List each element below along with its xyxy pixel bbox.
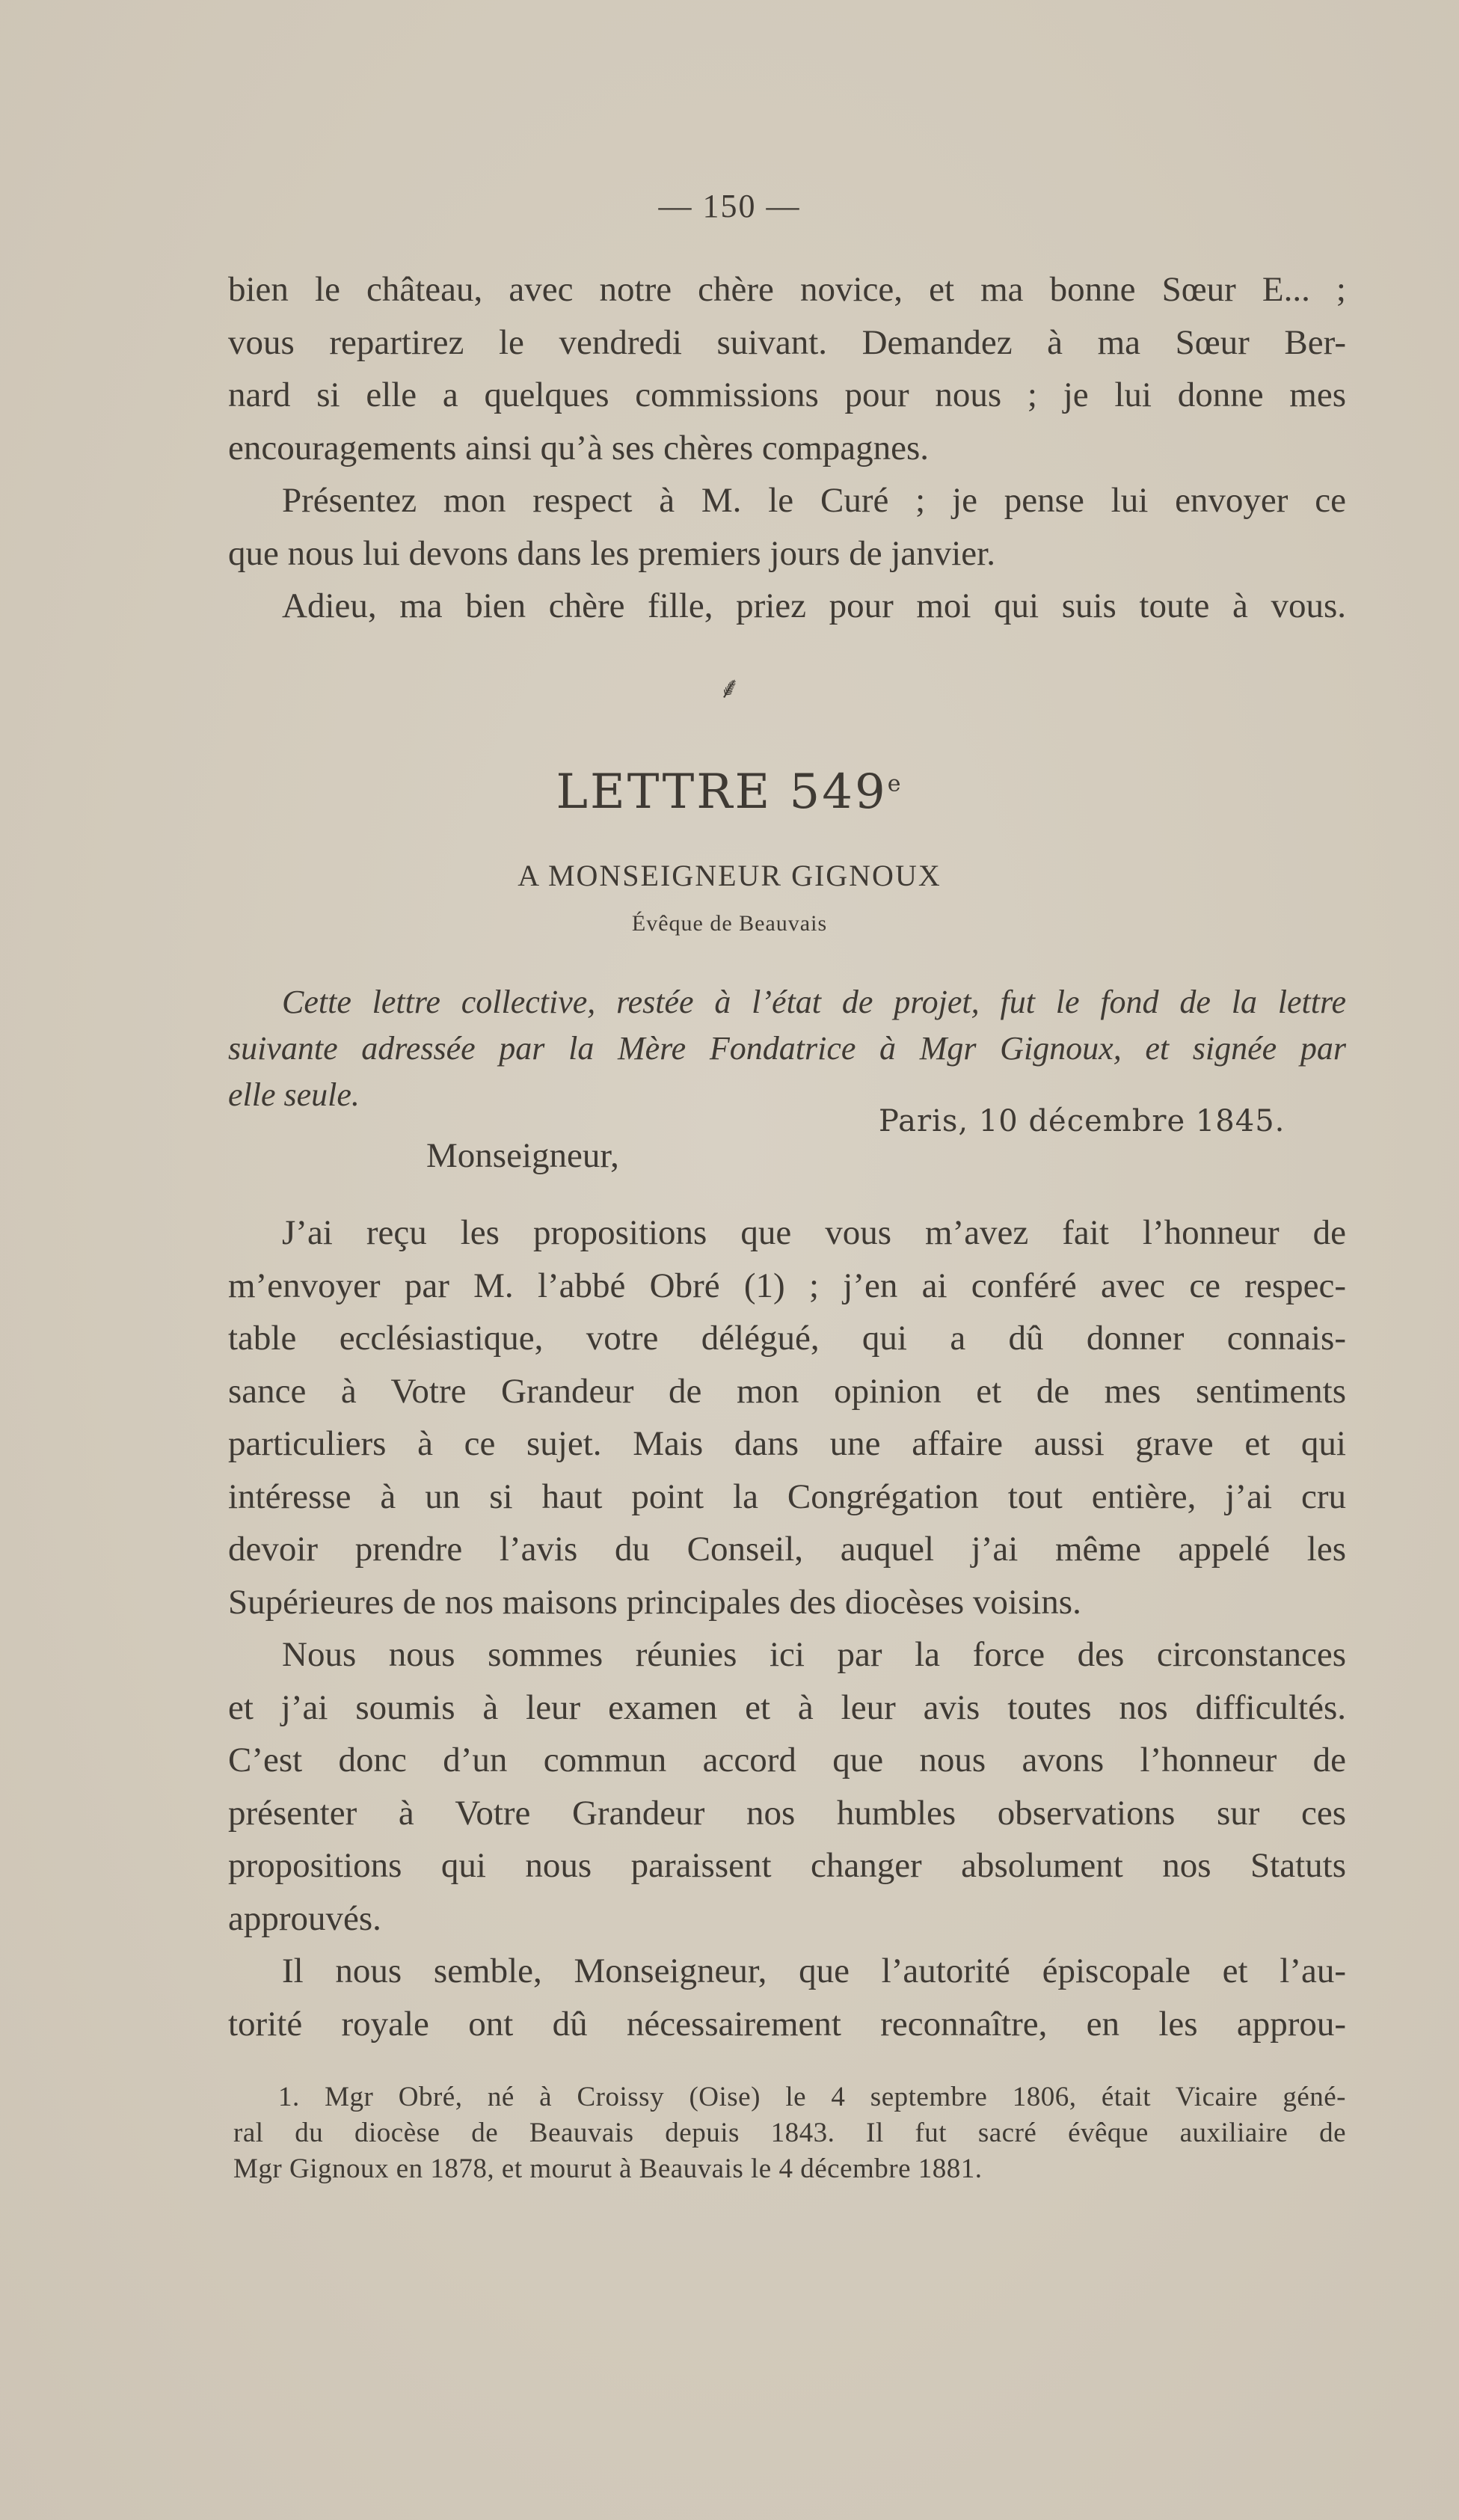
- paragraph: [228, 474, 1346, 580]
- letter-title: [0, 764, 1459, 820]
- text-line: Adieu, ma bien chère fille, priez pour moi qui suis toute à vous.: [282, 586, 1346, 625]
- letter-addressee: A MONSEIGNEUR GIGNOUX: [517, 859, 942, 892]
- text-line: nard si elle a quelques commissions pour nous ; je lui donne mes: [228, 375, 1346, 414]
- addressee-title: Évêque de Beauvais: [631, 911, 828, 936]
- paragraph: [228, 1628, 1346, 1945]
- text-line: devoir prendre l’avis du Conseil, auquel j’ai même appelé les: [228, 1530, 1346, 1569]
- text-line: vous repartirez le vendredi suivant. Demandez à ma Sœur Ber-: [228, 322, 1346, 362]
- editorial-note: [228, 979, 1346, 1118]
- text-line: présenter à Votre Grandeur nos humbles observations sur ces: [228, 1793, 1346, 1833]
- text-line: Mgr Gignoux en 1878, et mourut à Beauvais le 4 décembre 1881.: [233, 2153, 983, 2184]
- paragraph: [228, 580, 1346, 633]
- text-line: encouragements ainsi qu’à ses chères compagnes.: [228, 428, 930, 467]
- text-line: propositions qui nous paraissent changer absolument nos Statuts: [228, 1846, 1346, 1885]
- text-line: Présentez mon respect à M. le Curé ; je pense lui envoyer ce: [282, 481, 1346, 520]
- page-number: — 150 —: [658, 188, 801, 224]
- fleuron-ornament-icon: ⸙: [718, 671, 741, 705]
- text-line: et j’ai soumis à leur examen et à leur avis toutes nos difficultés.: [228, 1687, 1346, 1727]
- salutation: Monseigneur,: [426, 1136, 619, 1175]
- paragraph: [228, 1945, 1346, 2050]
- text-line: Il nous semble, Monseigneur, que l’autorité épiscopale et l’au-: [282, 1952, 1346, 1990]
- text-line: 1. Mgr Obré, né à Croissy (Oise) le 4 septembre 1806, était Vicaire géné-: [278, 2082, 1346, 2112]
- text-line: Cette lettre collective, restée à l’état de projet, fut le fond de la lettre: [282, 984, 1346, 1020]
- footnote-paragraph: [233, 2079, 1346, 2187]
- text-line: torité royale ont dû nécessairement reconnaître, en les approu-: [228, 2004, 1346, 2044]
- letter-body: [228, 1207, 1346, 2050]
- text-line: m’envoyer par M. l’abbé Obré (1) ; j’en ai conféré avec ce respec-: [228, 1266, 1346, 1305]
- text-line: table ecclésiastique, votre délégué, qui a dû donner connais-: [228, 1319, 1346, 1358]
- text-line: suivante adressée par la Mère Fondatrice à Mgr Gignoux, et signée par: [228, 1030, 1346, 1067]
- letter-title-suffix: e: [887, 770, 903, 797]
- text-line: Nous nous sommes réunies ici par la force des circonstances: [282, 1635, 1346, 1674]
- text-line: C’est donc d’un commun accord que nous avons l’honneur de: [228, 1741, 1346, 1779]
- note-paragraph: [228, 979, 1346, 1118]
- text-line: particuliers à ce sujet. Mais dans une affaire aussi grave et qui: [228, 1424, 1346, 1463]
- text-line: sance à Votre Grandeur de mon opinion et de mes sentiments: [228, 1371, 1346, 1411]
- text-line: bien le château, avec notre chère novice, et ma bonne Sœur E... ;: [228, 270, 1346, 309]
- text-line: ral du diocèse de Beauvais depuis 1843. Il fut sacré évêque auxiliaire de: [233, 2118, 1346, 2148]
- opening-text: [228, 263, 1346, 633]
- paragraph: [228, 263, 1346, 474]
- footnote: [233, 2079, 1346, 2187]
- paragraph: [228, 1207, 1346, 1628]
- text-line: intéresse à un si haut point la Congrégation tout entière, j’ai cru: [228, 1477, 1346, 1516]
- text-line: Supérieures de nos maisons principales des diocèses voisins.: [228, 1582, 1081, 1622]
- text-line: J’ai reçu les propositions que vous m’avez fait l’honneur de: [282, 1213, 1346, 1252]
- text-line: que nous lui devons dans les premiers jours de janvier.: [228, 533, 995, 573]
- text-line: elle seule.: [228, 1076, 360, 1113]
- dateline: Paris, 10 décembre 1845.: [879, 1104, 1286, 1138]
- letter-title-text: LETTRE 549: [556, 764, 888, 820]
- text-line: approuvés.: [228, 1898, 381, 1938]
